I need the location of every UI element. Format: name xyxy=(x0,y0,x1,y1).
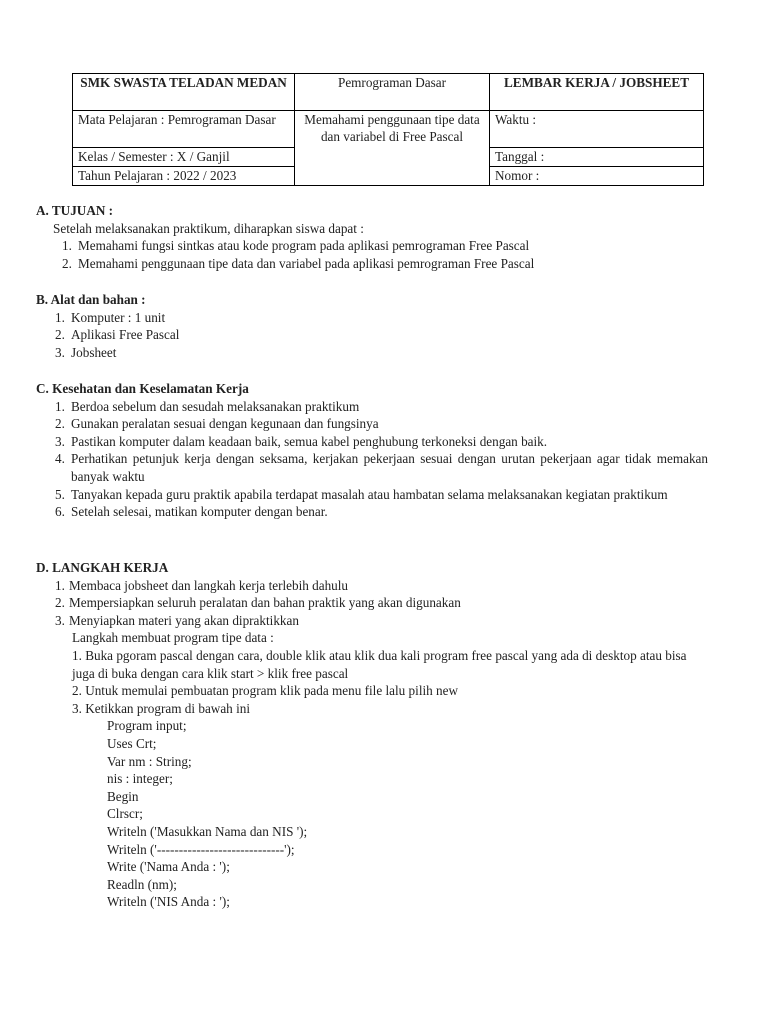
section-b-heading: B. Alat dan bahan : xyxy=(36,292,146,307)
code-line: nis : integer; xyxy=(107,771,173,787)
nomor-cell: Nomor : xyxy=(490,167,704,186)
waktu-cell: Waktu : xyxy=(490,111,704,148)
section-tujuan xyxy=(36,202,708,272)
code-line: Writeln ('Masukkan Nama dan NIS '); xyxy=(107,823,308,839)
step-3: 3. Ketikkan program di bawah ini xyxy=(72,700,250,716)
section-d-heading: D. LANGKAH KERJA xyxy=(36,560,169,575)
list-item: 1. Komputer : 1 unit xyxy=(55,309,166,325)
list-item: 3. Jobsheet xyxy=(55,344,117,360)
list-item: 4. Perhatikan petunjuk kerja dengan seksama, kerjakan pekerjaan sesuai dengan urutan pekerjaan agar tidak memakan banyak waktu xyxy=(55,451,708,484)
code-line: Writeln ('NIS Anda : '); xyxy=(107,894,230,910)
topic-cell: Memahami penggunaan tipe data dan variabel di Free Pascal xyxy=(295,111,490,186)
school-name: SMK SWASTA TELADAN MEDAN xyxy=(73,74,295,111)
step-1: 1. Buka pgoram pascal dengan cara, double klik atau klik dua kali program free pascal yang ada di desktop atau bisa juga di buka dengan cara klik start > klik free pascal xyxy=(72,647,687,681)
list-item: 2. Aplikasi Free Pascal xyxy=(55,327,180,343)
section-c-heading: C. Kesehatan dan Keselamatan Kerja xyxy=(36,381,249,396)
code-line: Program input; xyxy=(107,718,187,734)
doc-type: LEMBAR KERJA / JOBSHEET xyxy=(490,74,704,111)
list-item: 5. Tanyakan kepada guru praktik apabila terdapat masalah atau hambatan selama melaksanakan kegiatan praktikum xyxy=(55,486,668,502)
code-line: Uses Crt; xyxy=(107,735,157,751)
list-item: 1. Membaca jobsheet dan langkah kerja terlebih dahulu xyxy=(55,577,349,593)
section-k3 xyxy=(36,380,708,521)
tahun-cell: Tahun Pelajaran : 2022 / 2023 xyxy=(73,167,295,186)
code-line: Writeln ('-----------------------------'); xyxy=(107,841,295,857)
list-item: 3. Pastikan komputer dalam keadaan baik, semua kabel penghubung terkoneksi dengan baik. xyxy=(55,433,548,449)
list-item: 3. Menyiapkan materi yang akan dipraktikkan xyxy=(55,612,299,628)
mata-pelajaran-cell: Mata Pelajaran : Pemrograman Dasar xyxy=(73,111,295,148)
list-item: 1. Memahami fungsi sintkas atau kode program pada aplikasi pemrograman Free Pascal xyxy=(62,238,530,254)
code-block xyxy=(36,717,708,911)
subject-title: Pemrograman Dasar xyxy=(295,74,490,111)
list-item: 2. Gunakan peralatan sesuai dengan kegunaan dan fungsinya xyxy=(55,416,379,432)
list-item: 1. Berdoa sebelum dan sesudah melaksanakan praktikum xyxy=(55,398,360,414)
sub-intro: Langkah membuat program tipe data : xyxy=(72,630,274,646)
section-langkah-kerja xyxy=(36,559,708,911)
code-line: Clrscr; xyxy=(107,806,143,822)
list-item: 2. Mempersiapkan seluruh peralatan dan bahan praktik yang akan digunakan xyxy=(55,595,461,611)
list-item: 2. Memahami penggunaan tipe data dan variabel pada aplikasi pemrograman Free Pascal xyxy=(62,255,535,271)
list-item: 6. Setelah selesai, matikan komputer dengan benar. xyxy=(55,504,328,520)
code-line: Write ('Nama Anda : '); xyxy=(107,859,230,875)
section-a-intro: Setelah melaksanakan praktikum, diharapkan siswa dapat : xyxy=(53,220,364,236)
step-2: 2. Untuk memulai pembuatan program klik pada menu file lalu pilih new xyxy=(72,683,459,699)
tanggal-cell: Tanggal : xyxy=(490,148,704,167)
code-line: Begin xyxy=(107,788,139,804)
code-line: Var nm : String; xyxy=(107,753,192,769)
code-line: Readln (nm); xyxy=(107,876,177,892)
section-alat-bahan xyxy=(36,291,708,361)
kelas-cell: Kelas / Semester : X / Ganjil xyxy=(73,148,295,167)
section-a-heading: A. TUJUAN : xyxy=(36,203,114,218)
header-table xyxy=(72,73,704,186)
